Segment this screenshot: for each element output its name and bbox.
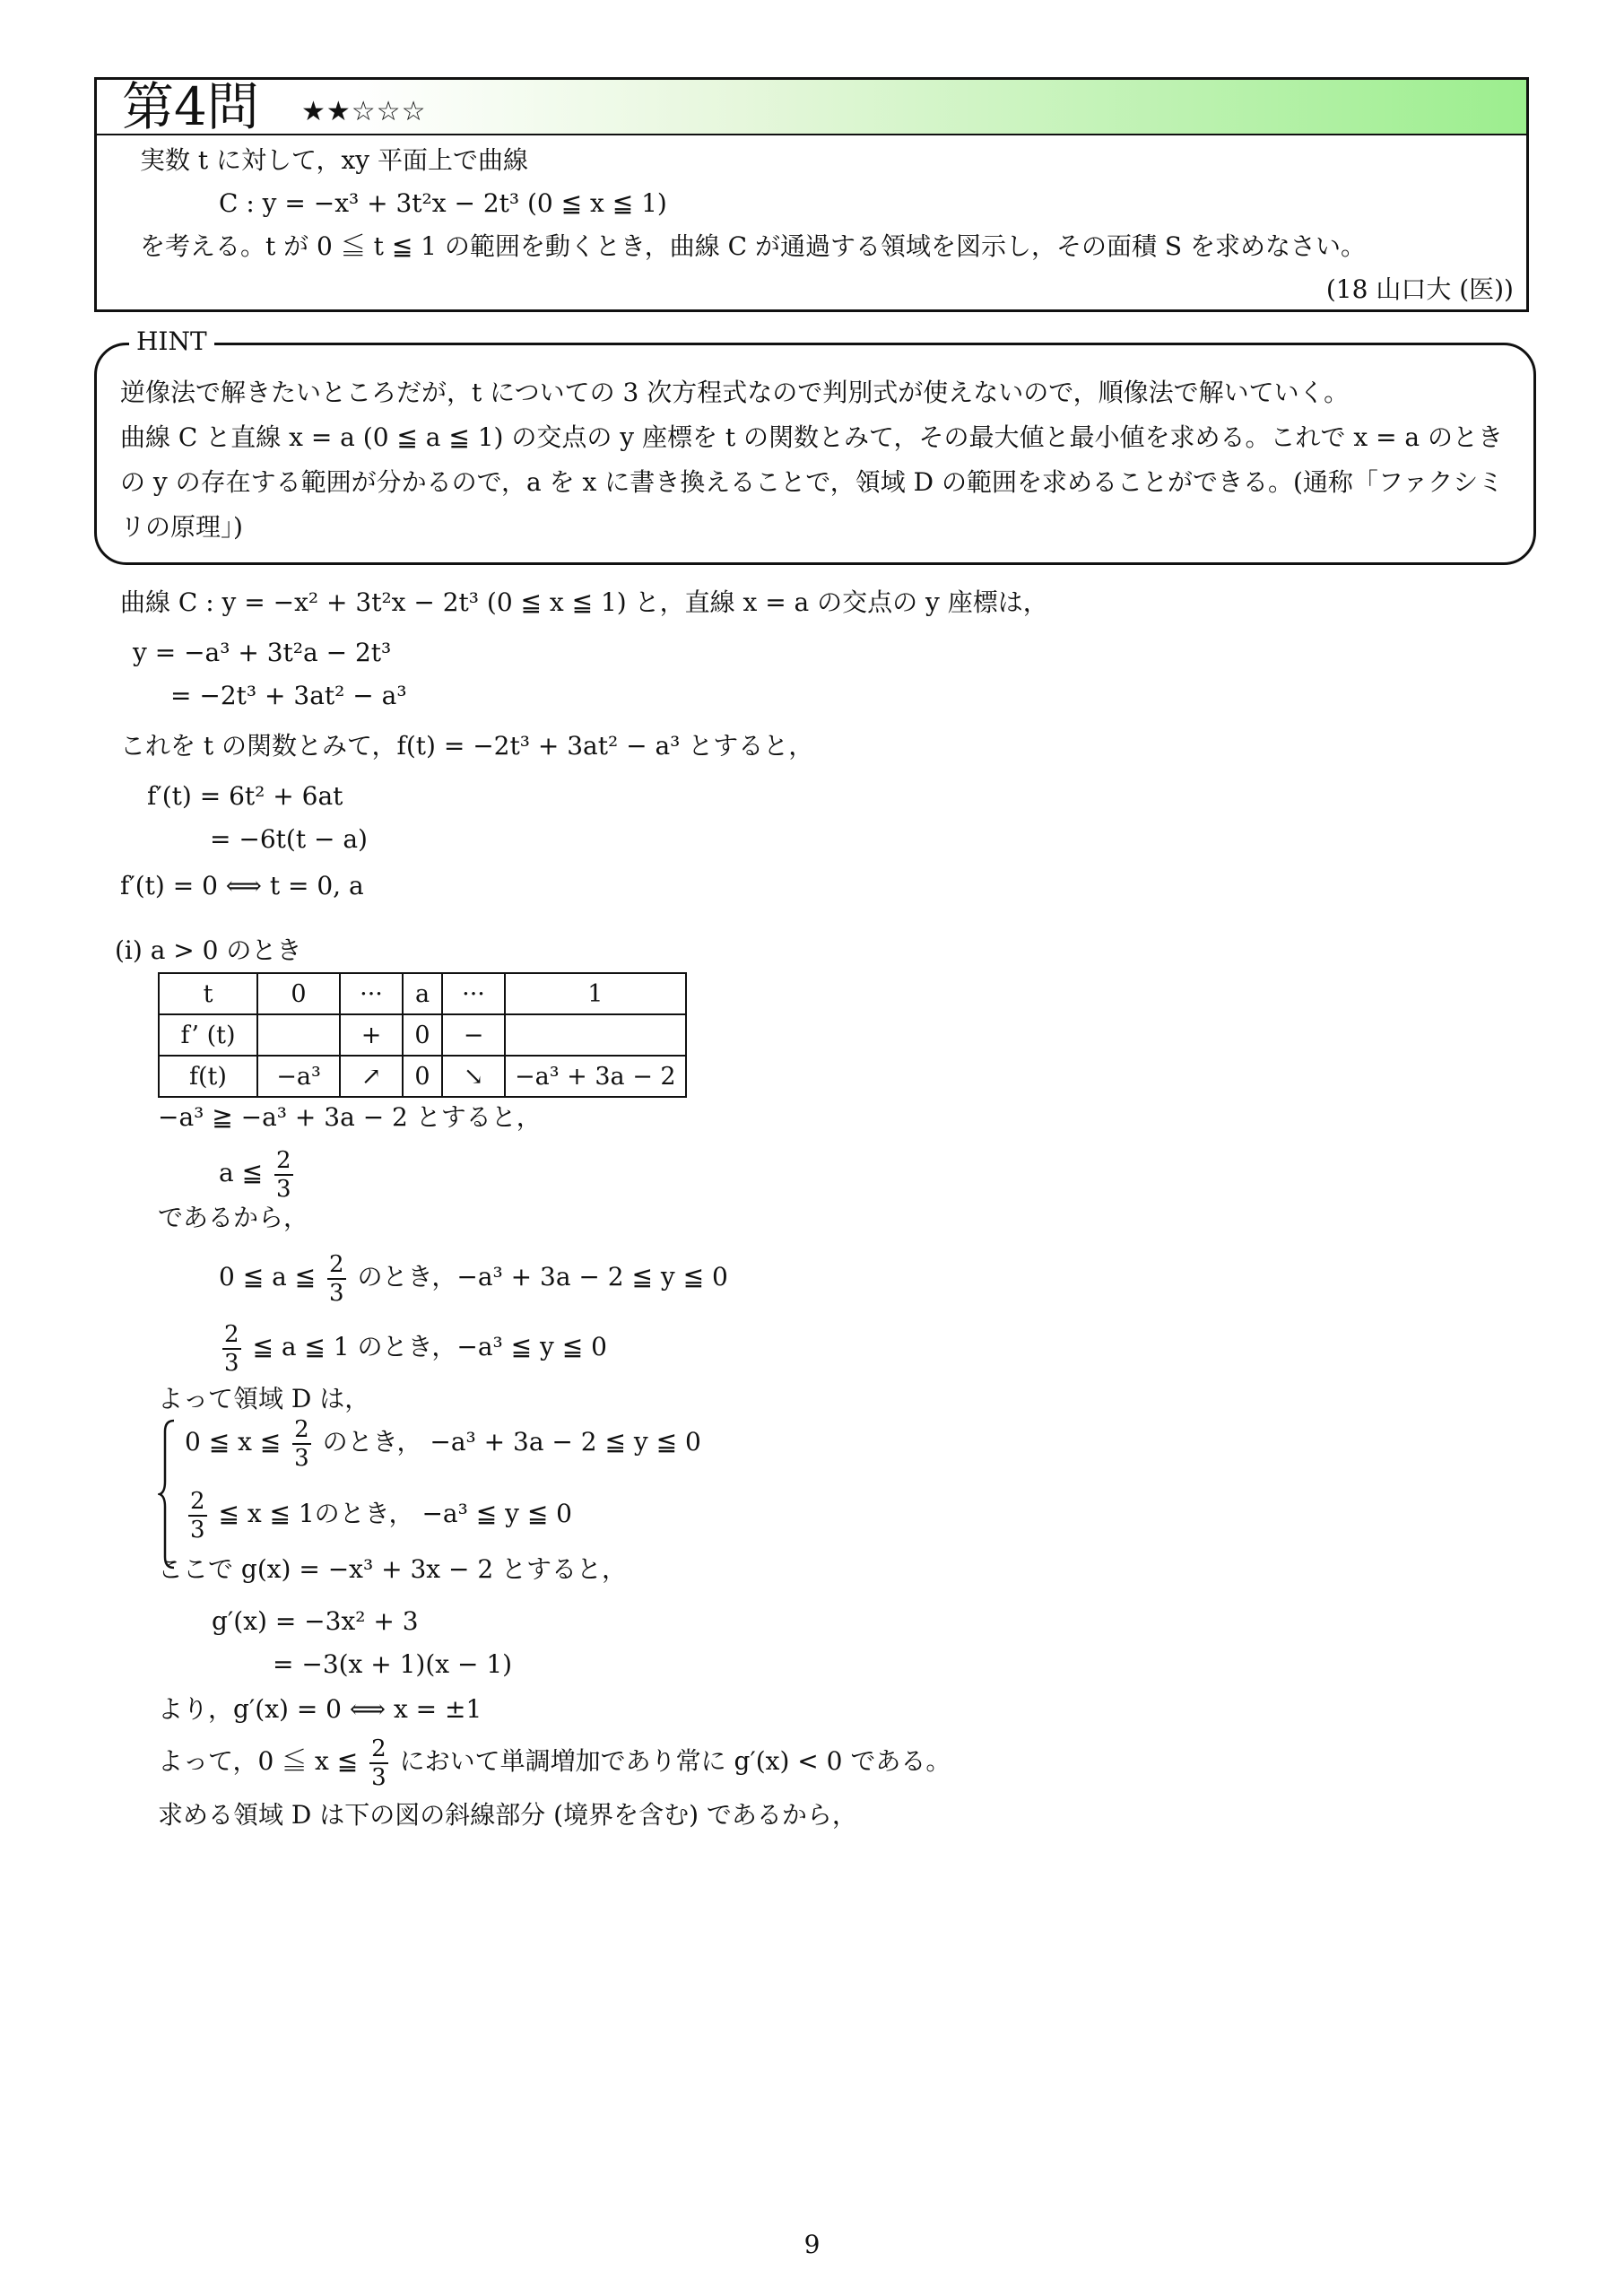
problem-box [94, 77, 1529, 312]
difficulty-stars: ★★☆☆☆ [301, 96, 427, 127]
hint-line-3: の y の存在する範囲が分かるので，a を x に書き換えることで，領域 D の範囲を求めることができる。(通称「ファクシミ [120, 467, 1504, 497]
table-cell: 0 [403, 1014, 442, 1056]
table-row [159, 1056, 686, 1097]
inequality-condition: −a³ ≧ −a³ + 3a − 2 とすると， [158, 1102, 542, 1132]
fraction-two-thirds: $\frac{2}{3}$ [224, 1320, 239, 1377]
table-cell: ↗ [340, 1056, 403, 1097]
increase-decrease-table [158, 972, 687, 1098]
range-case-1-left: 0 ≦ a ≦ [219, 1262, 317, 1292]
table-cell [257, 1014, 340, 1056]
table-cell [505, 1014, 686, 1056]
equation-y-2: = −2t³ + 3at² − a³ [170, 681, 407, 710]
hint-line-4: リの原理」) [120, 512, 243, 542]
region-case-1-left: 0 ≦ x ≦ [185, 1427, 282, 1457]
region-d-intro: よって領域 D は， [158, 1384, 370, 1413]
monotonic-right: において単調増加であり常に g′(x) < 0 である。 [399, 1746, 951, 1776]
derivative-zero: f′(t) = 0 ⟺ t = 0, a [120, 871, 364, 900]
region-case-1 [185, 1410, 701, 1474]
hint-line-1: 逆像法で解きたいところだが，t についての 3 次方程式なので判別式が使えないので，順像法で解いていく。 [120, 378, 1350, 407]
problem-equation: C : y = −x³ + 3t²x − 2t³ (0 ≦ x ≦ 1) [219, 188, 667, 218]
monotonic-statement [158, 1729, 951, 1794]
table-cell: 1 [505, 973, 686, 1014]
equation-y-1: y = −a³ + 3t²a − 2t³ [133, 638, 392, 667]
define-f: これを t の関数とみて，f(t) = −2t³ + 3at² − a³ とすると， [120, 731, 814, 761]
problem-title: 第4問 [122, 76, 259, 137]
hint-label: HINT [129, 326, 214, 357]
range-case-2 [219, 1315, 607, 1379]
table-cell: a [403, 973, 442, 1014]
derivative-1: f′(t) = 6t² + 6at [147, 781, 343, 811]
table-cell: ··· [442, 973, 505, 1014]
g-derivative-2: = −3(x + 1)(x − 1) [273, 1649, 513, 1679]
region-conclusion: 求める領域 D は下の図の斜線部分 (境界を含む) であるから， [158, 1800, 857, 1830]
range-case-2-right: ≦ a ≦ 1 のとき，−a³ ≦ y ≦ 0 [252, 1332, 607, 1361]
table-cell: − [442, 1014, 505, 1056]
table-cell: ↘ [442, 1056, 505, 1097]
solution-intro: 曲線 C : y = −x² + 3t²x − 2t³ (0 ≦ x ≦ 1) と，直線 x = a の交点の y 座標は， [120, 587, 1048, 617]
fraction-two-thirds: $\frac{2}{3}$ [294, 1415, 309, 1472]
table-cell: f’ (t) [159, 1014, 257, 1056]
range-case-1 [219, 1245, 728, 1309]
table-cell: f(t) [159, 1056, 257, 1097]
page-number: 9 [803, 2230, 821, 2259]
problem-line-3: を考える。t が 0 ≦ t ≦ 1 の範囲を動くとき，曲線 C が通過する領域を図示し，その面積 S を求めなさい。 [140, 231, 1366, 261]
monotonic-left: よって，0 ≦ x ≦ [158, 1746, 359, 1776]
problem-source: (18 山口大 (医)) [1325, 274, 1514, 304]
g-derivative-zero: より，g′(x) = 0 ⟺ x = ±1 [158, 1694, 482, 1724]
left-brace [158, 1419, 176, 1570]
therefore-text: であるから， [158, 1203, 309, 1232]
fraction-two-thirds: $\frac{2}{3}$ [371, 1735, 386, 1791]
fraction-two-thirds: $\frac{2}{3}$ [190, 1487, 205, 1544]
table-cell: ··· [340, 973, 403, 1014]
region-case-1-right: のとき， −a³ + 3a − 2 ≦ y ≦ 0 [322, 1427, 701, 1457]
hint-line-2: 曲線 C と直線 x = a (0 ≦ a ≦ 1) の交点の y 座標を t の関数とみて，その最大値と最小値を求める。これで x = a のとき [120, 422, 1504, 452]
fraction-two-thirds: $\frac{2}{3}$ [329, 1250, 344, 1307]
table-row [159, 973, 686, 1014]
a-bound [219, 1141, 297, 1205]
g-derivative-1: g′(x) = −3x² + 3 [212, 1606, 419, 1636]
region-case-2 [185, 1482, 572, 1546]
region-case-2-right: ≦ x ≦ 1のとき， −a³ ≦ y ≦ 0 [218, 1499, 572, 1528]
table-cell: −a³ [257, 1056, 340, 1097]
case-label: (i) a > 0 のとき [115, 935, 302, 965]
range-case-1-right: のとき，−a³ + 3a − 2 ≦ y ≦ 0 [357, 1262, 728, 1292]
define-g: ここで g(x) = −x³ + 3x − 2 とすると， [158, 1554, 628, 1584]
problem-header [97, 76, 1526, 137]
table-cell: −a³ + 3a − 2 [505, 1056, 686, 1097]
table-cell: t [159, 973, 257, 1014]
a-bound-left: a ≦ [219, 1158, 264, 1187]
table-row [159, 1014, 686, 1056]
table-cell: 0 [257, 973, 340, 1014]
problem-line-1: 実数 t に対して，xy 平面上で曲線 [140, 145, 529, 175]
table-cell: + [340, 1014, 403, 1056]
fraction-two-thirds: $\frac{2}{3}$ [275, 1146, 291, 1203]
derivative-2: = −6t(t − a) [210, 824, 368, 854]
table-cell: 0 [403, 1056, 442, 1097]
